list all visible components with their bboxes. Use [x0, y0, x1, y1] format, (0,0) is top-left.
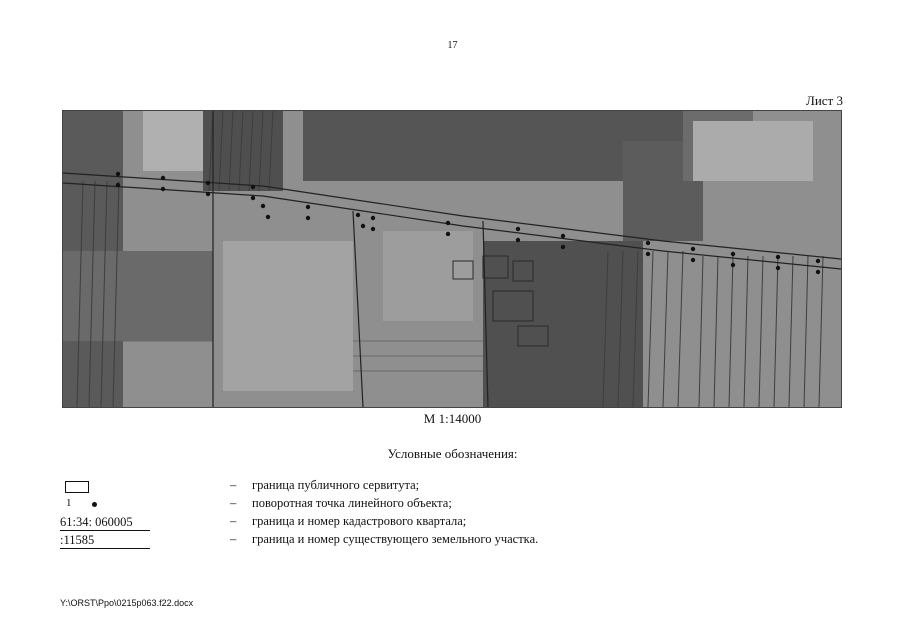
legend-item-servitude [60, 478, 760, 496]
point-number: 1 [66, 497, 72, 509]
legend-description: граница и номер кадастрового квартала; [252, 514, 467, 528]
footer-file-path: Y:\ORST\Ppo\0215p063.f22.docx [60, 598, 194, 608]
cadastral-quarter-code: 61:34: 060005 [60, 514, 150, 531]
legend-dash: – [230, 532, 237, 546]
legend [60, 478, 760, 550]
legend-dash: – [230, 514, 237, 528]
cadastral-quarter-symbol [60, 514, 160, 532]
servitude-boundary-symbol [60, 478, 160, 496]
legend-item-cadastral-quarter [60, 514, 760, 532]
legend-item-turning-point [60, 496, 760, 514]
legend-description: граница публичного сервитута; [252, 478, 420, 492]
legend-title: Условные обозначения: [387, 446, 518, 461]
dot-icon [92, 502, 97, 507]
map-image [63, 111, 841, 407]
legend-dash: – [230, 496, 237, 510]
legend-dash: – [230, 478, 237, 492]
legend-item-land-plot [60, 532, 760, 550]
legend-description: поворотная точка линейного объекта; [252, 496, 452, 510]
page-number: 17 [447, 40, 458, 51]
land-plot-code: :11585 [60, 532, 150, 549]
turning-point-symbol [60, 496, 160, 514]
map-scale: М 1:14000 [423, 411, 482, 426]
sheet-label: Лист 3 [806, 93, 843, 108]
land-plot-symbol [60, 532, 160, 550]
cadastral-map [62, 110, 842, 408]
rectangle-icon [65, 481, 89, 493]
legend-description: граница и номер существующего земельного участка. [252, 532, 539, 546]
